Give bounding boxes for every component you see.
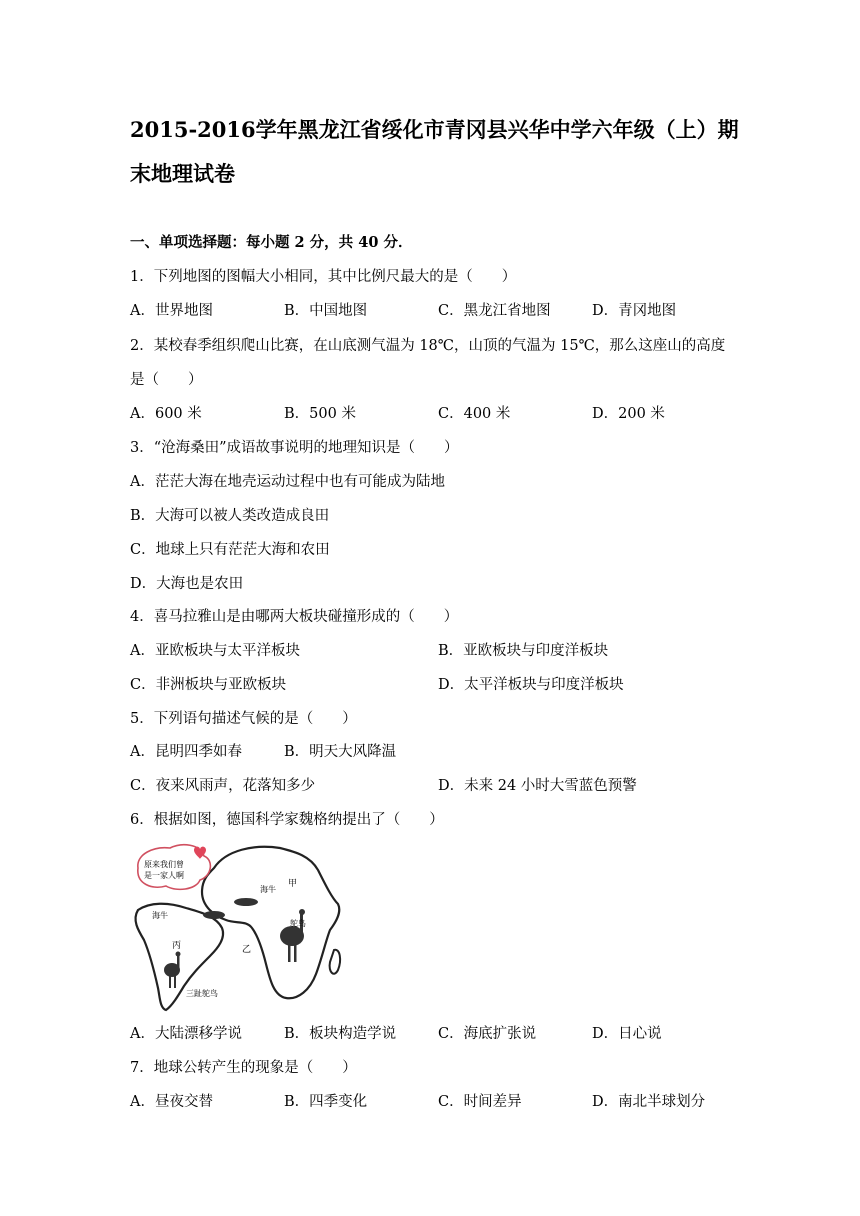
ostrich-africa-icon	[280, 909, 305, 962]
q5-option-c[interactable]: C．夜来风雨声，花落知多少	[130, 778, 316, 794]
label-yi: 乙	[242, 945, 252, 955]
q3-option-b[interactable]: B．大海可以被人类改造成良田	[130, 508, 330, 524]
q3-option-c[interactable]: C．地球上只有茫茫大海和农田	[130, 542, 330, 558]
question-2-stem-line2: 是（ ）	[130, 372, 203, 388]
label-manatee-left: 海牛	[152, 911, 168, 920]
q6-option-b[interactable]: B．板块构造学说	[284, 1026, 397, 1042]
bubble-text-line1: 原来我们曾	[144, 860, 184, 869]
q1-option-a[interactable]: A．世界地图	[130, 303, 213, 319]
manatee-right-icon	[234, 898, 258, 906]
q7-option-a[interactable]: A．昼夜交替	[130, 1094, 213, 1110]
label-bing: 丙	[172, 941, 182, 951]
question-6-stem: 6．根据如图，德国科学家魏格纳提出了（ ）	[130, 812, 444, 828]
page-title: 2015-2016学年黑龙江省绥化市青冈县兴华中学六年级（上）期末地理试卷	[130, 117, 739, 186]
question-2-stem-line1: 2．某校春季组织爬山比赛，在山底测气温为 18℃，山顶的气温为 15℃，那么这座山的高度	[130, 338, 726, 354]
q6-option-a[interactable]: A．大陆漂移学说	[130, 1026, 242, 1042]
q4-option-c[interactable]: C．非洲板块与亚欧板块	[130, 677, 287, 693]
q5-option-a[interactable]: A．昆明四季如春	[130, 744, 242, 760]
q4-option-b[interactable]: B．亚欧板块与印度洋板块	[438, 643, 609, 659]
q5-option-b[interactable]: B．明天大风降温	[284, 744, 397, 760]
africa-outline	[202, 847, 339, 998]
q6-option-d[interactable]: D．日心说	[592, 1026, 662, 1042]
continental-drift-figure	[130, 840, 345, 1012]
q3-option-d[interactable]: D．大海也是农田	[130, 576, 244, 592]
q4-option-a[interactable]: A．亚欧板块与太平洋板块	[130, 643, 300, 659]
q3-option-a[interactable]: A．茫茫大海在地壳运动过程中也有可能成为陆地	[130, 474, 445, 490]
q7-option-d[interactable]: D．南北半球划分	[592, 1094, 706, 1110]
q2-option-b[interactable]: B．500 米	[284, 406, 356, 422]
madagascar-outline	[330, 950, 340, 974]
q4-option-d[interactable]: D．太平洋板块与印度洋板块	[438, 677, 624, 693]
label-manatee-right: 海牛	[260, 885, 276, 894]
question-4-stem: 4．喜马拉雅山是由哪两大板块碰撞形成的（ ）	[130, 609, 459, 625]
question-1-stem: 1．下列地图的图幅大小相同，其中比例尺最大的是（ ）	[130, 269, 517, 285]
section-heading: 一、单项选择题：每小题 2 分，共 40 分．	[130, 234, 413, 251]
label-ostrich: 鸵鸟	[290, 919, 306, 928]
label-jia: 甲	[288, 879, 298, 889]
q7-option-b[interactable]: B．四季变化	[284, 1094, 368, 1110]
q5-option-d[interactable]: D．未来 24 小时大雪蓝色预警	[438, 778, 637, 794]
q7-option-c[interactable]: C．时间差异	[438, 1094, 522, 1110]
label-rhea: 三趾鸵鸟	[186, 989, 218, 998]
q1-option-c[interactable]: C．黑龙江省地图	[438, 303, 551, 319]
manatee-left-icon	[203, 911, 225, 919]
rhea-south-america-icon	[164, 952, 181, 989]
bubble-text-line2: 是一家人啊	[144, 871, 184, 880]
question-7-stem: 7．地球公转产生的现象是（ ）	[130, 1060, 357, 1076]
q2-option-d[interactable]: D．200 米	[592, 406, 665, 422]
q6-option-c[interactable]: C．海底扩张说	[438, 1026, 537, 1042]
q2-option-a[interactable]: A．600 米	[130, 406, 202, 422]
q2-option-c[interactable]: C．400 米	[438, 406, 511, 422]
q1-option-b[interactable]: B．中国地图	[284, 303, 368, 319]
q1-option-d[interactable]: D．青冈地图	[592, 303, 677, 319]
question-3-stem: 3．“沧海桑田”成语故事说明的地理知识是（ ）	[130, 440, 459, 456]
question-5-stem: 5．下列语句描述气候的是（ ）	[130, 711, 357, 727]
